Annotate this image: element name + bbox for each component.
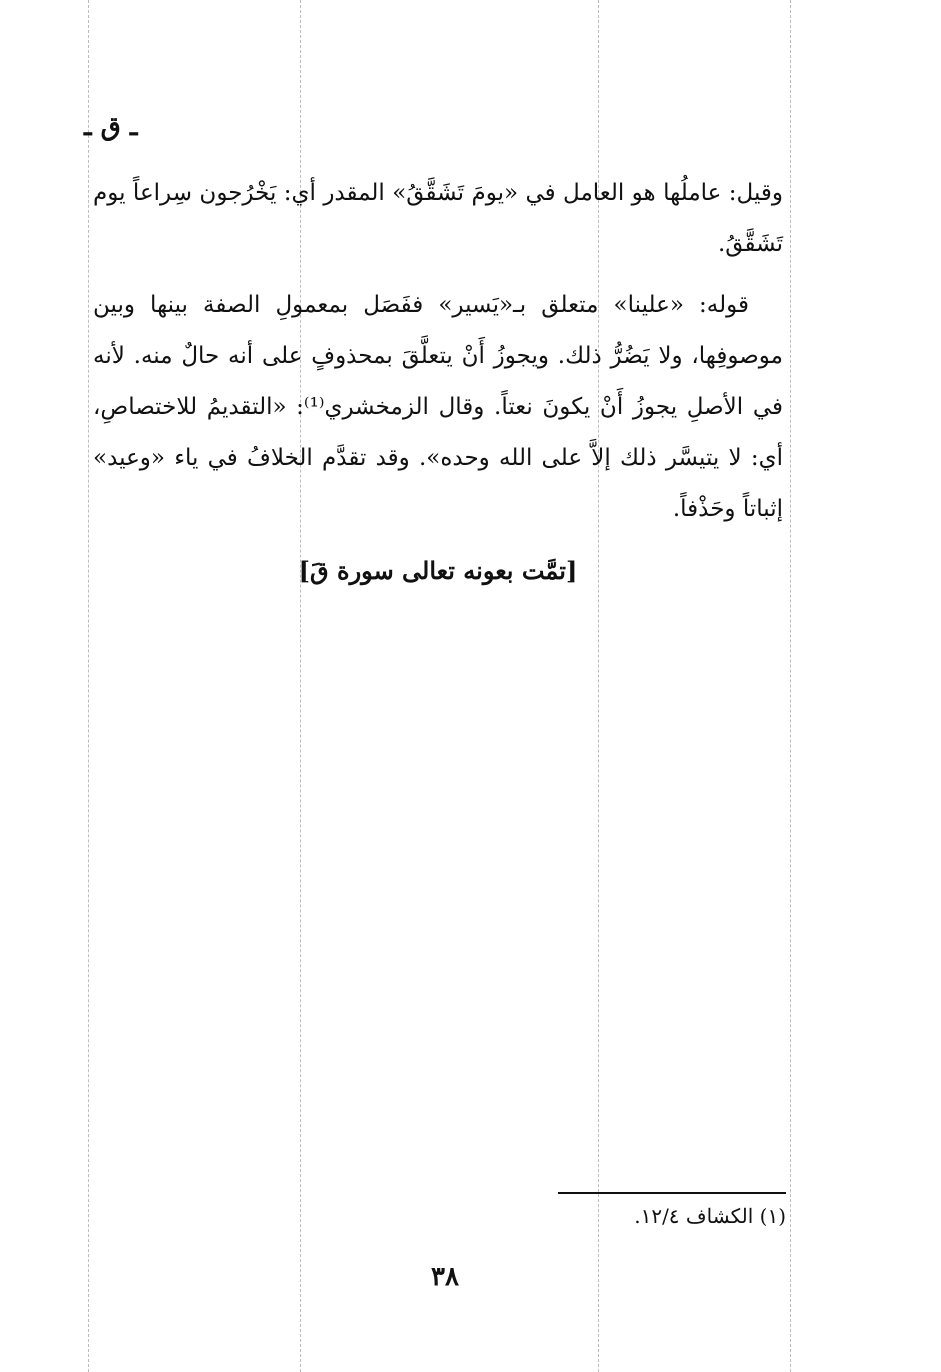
dashed-guide-line [88, 0, 89, 1372]
paragraph: قوله: «علينا» متعلق بـ«يَسير» ففَصَل بمعمولِ الصفة بينها وبين موصوفِها، ولا يَضُرُّ ذلك. ويجوزُ أَنْ يتعلَّقَ بمحذوفٍ على أنه حالٌ منه. لأنه في الأصلِ يجوزُ أَنْ يكونَ نعتاً. وقال الزمخشري⁽¹⁾: «التقديمُ للاختصاصِ، أي: لا يتيسَّر ذلك إلاَّ على الله وحده». وقد تقدَّم الخلافُ في ياء «وعيد» إثباتاً وحَذْفاً. [93, 292, 783, 522]
surah-header-mark: ـ ق ـ [84, 112, 138, 142]
footnote-divider [558, 1192, 786, 1194]
closing-line: [تمَّت بعونه تعالى سورة قَ] [298, 556, 578, 585]
footnote: (١) الكشاف ١٢/٤. [634, 1204, 786, 1228]
paragraph: وقيل: عاملُها هو العامل في «يومَ تَشَقَّقُ» المقدر أي: يَخْرُجون سِراعاً يوم تَشَقَّقُ. [93, 180, 783, 257]
dashed-guide-line [790, 0, 791, 1372]
page-number: ٣٨ [431, 1262, 459, 1292]
